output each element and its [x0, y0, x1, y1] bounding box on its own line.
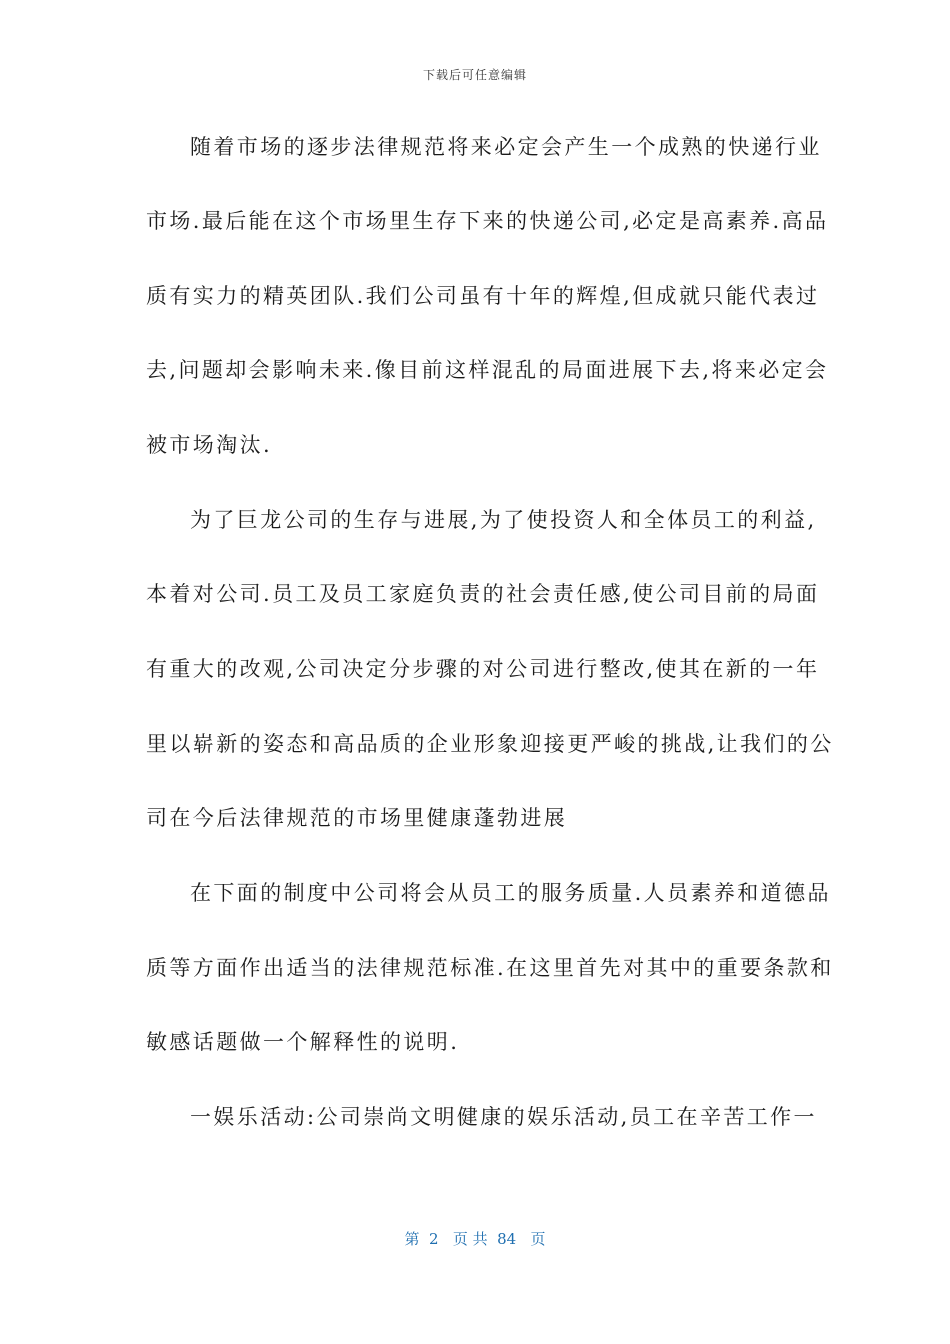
paragraph-1-line-4: 去,问题却会影响未来.像目前这样混乱的局面进展下去,将来必定会 — [146, 358, 829, 382]
paragraph-2-line-1: 为了巨龙公司的生存与进展,为了使投资人和全体员工的利益, — [190, 508, 817, 532]
paragraph-2-line-3: 有重大的改观,公司决定分步骤的对公司进行整改,使其在新的一年 — [146, 657, 820, 681]
paragraph-2-line-5: 司在今后法律规范的市场里健康蓬勃进展 — [146, 806, 568, 830]
paragraph-1-line-5: 被市场淘汰. — [146, 433, 273, 457]
paragraph-2-line-4: 里以崭新的姿态和高品质的企业形象迎接更严峻的挑战,让我们的公 — [146, 732, 834, 756]
paragraph-1-line-2: 市场.最后能在这个市场里生存下来的快递公司,必定是高素养.高品 — [146, 209, 829, 233]
paragraph-1-line-3: 质有实力的精英团队.我们公司虽有十年的辉煌,但成就只能代表过 — [146, 284, 820, 308]
page-number-footer: 第 2 页 共 84 页 — [404, 1230, 546, 1248]
paragraph-1-line-1: 随着市场的逐步法律规范将来必定会产生一个成熟的快递行业 — [190, 135, 822, 159]
paragraph-3-line-1: 在下面的制度中公司将会从员工的服务质量.人员素养和道德品 — [190, 881, 831, 905]
paragraph-3-line-3: 敏感话题做一个解释性的说明. — [146, 1030, 460, 1054]
paragraph-3-line-2: 质等方面作出适当的法律规范标准.在这里首先对其中的重要条款和 — [146, 956, 834, 980]
paragraph-2-line-2: 本着对公司.员工及员工家庭负责的社会责任感,使公司目前的局面 — [146, 582, 820, 606]
paragraph-4-line-1: 一娱乐活动:公司崇尚文明健康的娱乐活动,员工在辛苦工作一 — [190, 1105, 817, 1129]
page-header: 下载后可任意编辑 — [422, 68, 527, 82]
